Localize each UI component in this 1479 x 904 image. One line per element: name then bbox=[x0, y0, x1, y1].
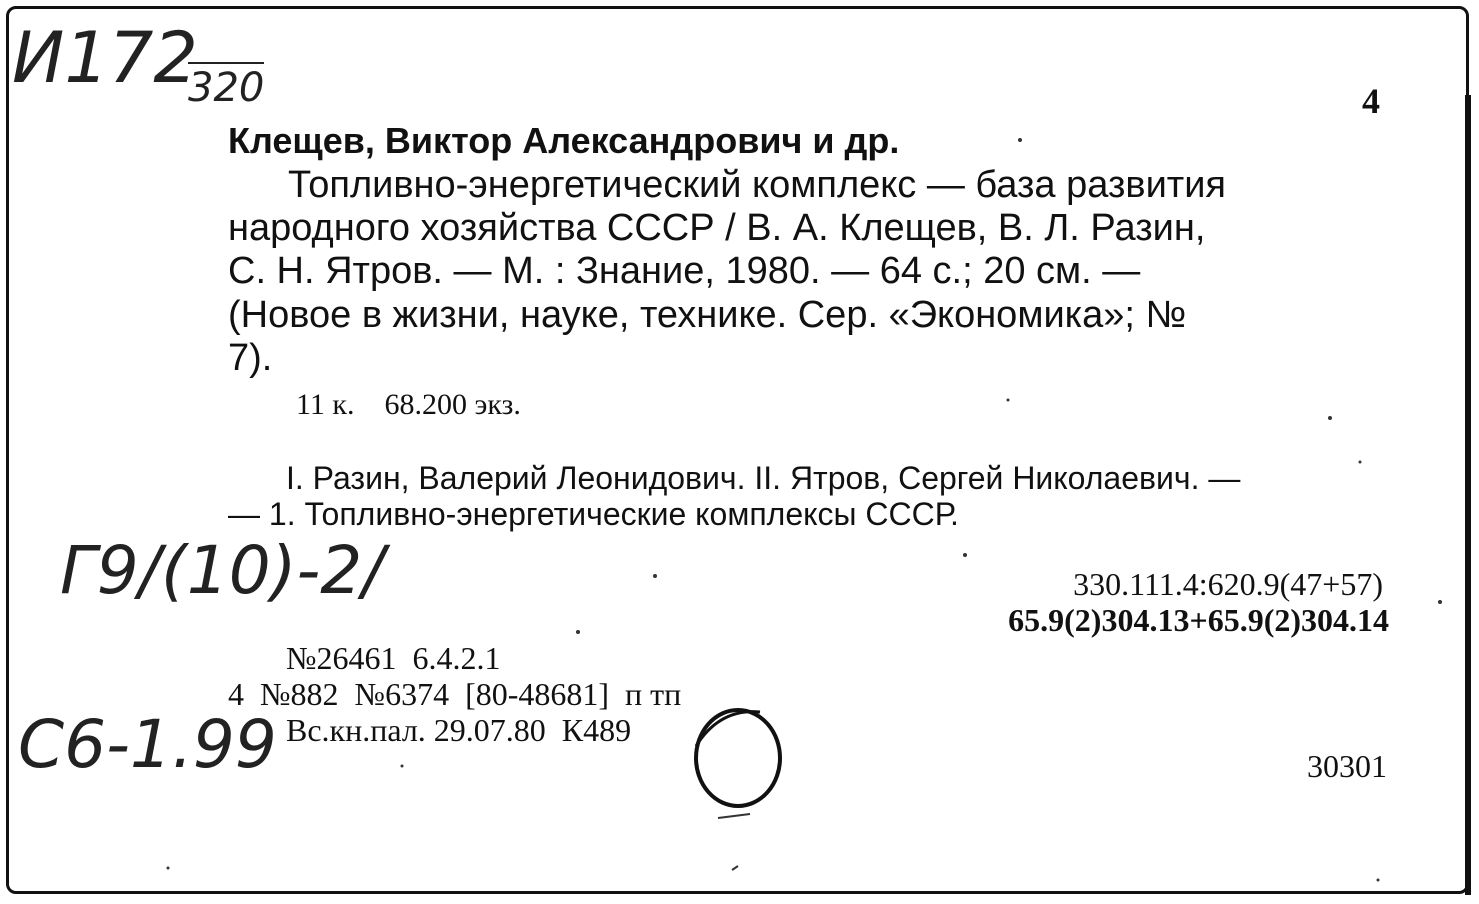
handwritten-shelf-mark: И172 bbox=[12, 17, 198, 99]
description-line-2: народного хозяйства СССР / В. А. Клещев, В. Л. Разин, bbox=[228, 207, 1206, 249]
tracings-line-1: I. Разин, Валерий Леонидович. II. Ятров, Сергей Николаевич. — bbox=[286, 460, 1241, 496]
udc-code: 330.111.4:620.9(47+57) bbox=[1073, 566, 1383, 602]
handwritten-classification: Г9/(10)-2/ bbox=[60, 532, 385, 609]
description-line-3: С. Н. Ятров. — М. : Знание, 1980. — 64 с.; 20 см. — bbox=[228, 250, 1141, 292]
description-line-4: (Новое в жизни, науке, технике. Сер. «Экономика»; № bbox=[228, 294, 1187, 336]
bottom-code: 30301 bbox=[1307, 748, 1387, 784]
tracings-line-2: — 1. Топливно-энергетические комплексы СССР. bbox=[228, 496, 959, 532]
bbk-code: 65.9(2)304.13+65.9(2)304.14 bbox=[1008, 602, 1389, 638]
card-right-edge bbox=[1465, 95, 1471, 895]
description-line-5: 7). bbox=[228, 337, 273, 379]
card-number: 4 bbox=[1362, 81, 1380, 121]
author-heading: Клещев, Виктор Александрович и др. bbox=[228, 120, 900, 161]
order-line-3: Вс.кн.пал. 29.07.80 К489 bbox=[286, 712, 632, 748]
handwritten-shelf-sub: 320 bbox=[188, 62, 264, 112]
description-line-1: Топливно-энергетический комплекс — база развития bbox=[288, 164, 1227, 206]
price-and-copies: 11 к. 68.200 экз. bbox=[296, 388, 521, 421]
handwritten-bottom-mark: С6-1.99 bbox=[18, 706, 277, 783]
order-line-2: 4 №882 №6374 [80-48681] п тп bbox=[228, 676, 682, 712]
order-line-1: №26461 6.4.2.1 bbox=[286, 640, 501, 676]
